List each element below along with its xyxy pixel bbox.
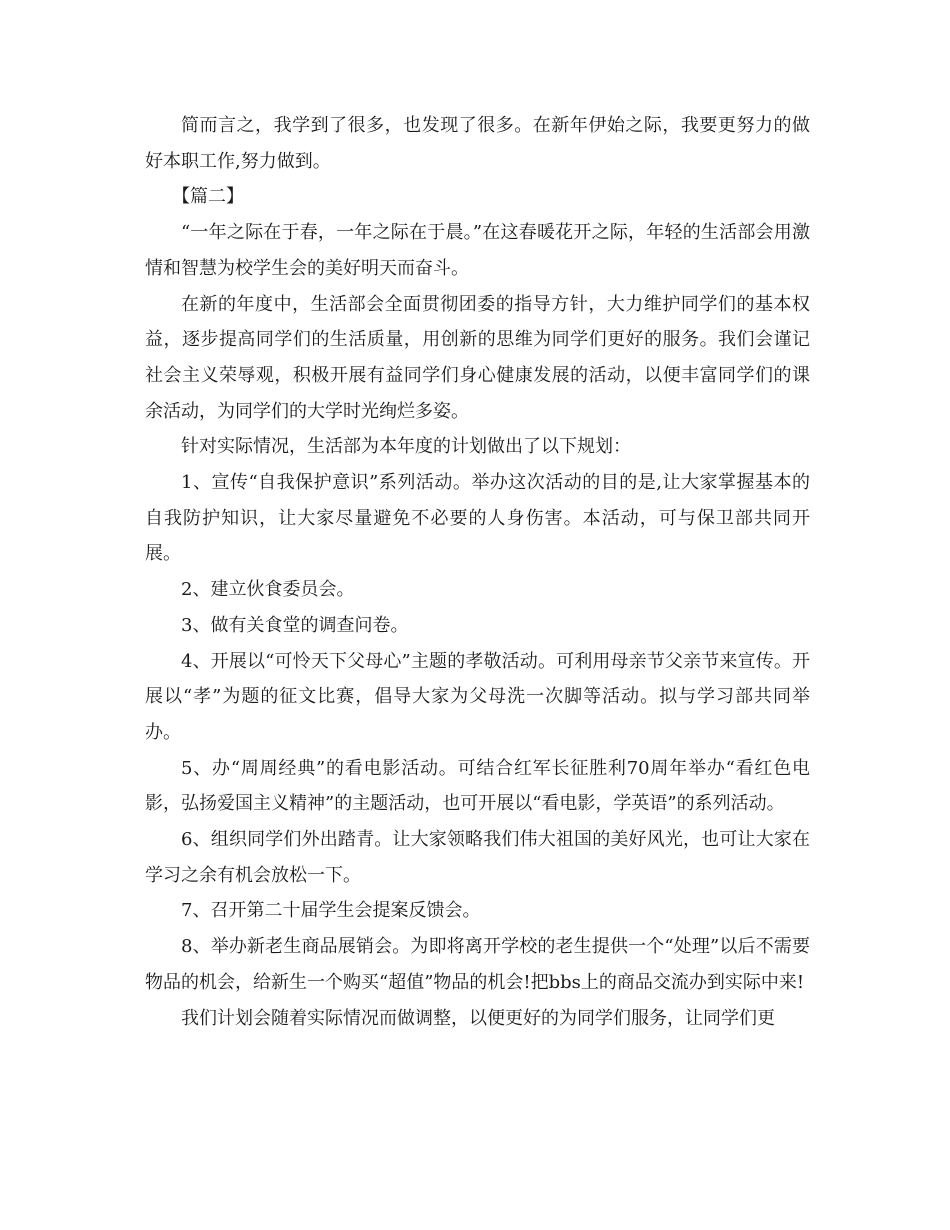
section-heading: 【篇二】	[172, 186, 244, 208]
plan-item-3: 3、做有关食堂的调查问卷。	[181, 614, 409, 636]
plan-item-6: 6、组织同学们外出踏青。让大家领略我们伟大祖国的美好风光，也可让大家在学习之余有机会放松一下。	[145, 829, 810, 886]
paragraph-closing: 我们计划会随着实际情况而做调整，以便更好的为同学们服务，让同学们更	[181, 1007, 775, 1029]
paragraph-intro-quote: “一年之际在于春，一年之际在于晨。”在这春暖花开之际，年轻的生活部会用激情和智慧为校学生会的美好明天而奋斗。	[145, 222, 810, 279]
paragraph-guidelines: 在新的年度中，生活部会全面贯彻团委的指导方针，大力维护同学们的基本权益，逐步提高同学们的生活质量，用创新的思维为同学们更好的服务。我们会谨记社会主义荣辱观，积极开展有益同学们身心健康发展的活动，以便丰富同学们的课余活动，为同学们的大学时光绚烂多姿。	[145, 293, 810, 422]
document-body	[145, 108, 810, 1036]
plan-item-8: 8、举办新老生商品展销会。为即将离开学校的老生提供一个“处理”以后不需要物品的机会，给新生一个购买“超值”物品的机会!把bbs上的商品交流办到实际中来!	[145, 936, 810, 993]
plan-item-5: 5、办“周周经典”的看电影活动。可结合红军长征胜利70周年举办“看红色电影，弘扬爱国主义精神”的主题活动，也可开展以“看电影，学英语”的系列活动。	[145, 757, 810, 815]
plan-item-2: 2、建立伙食委员会。	[181, 579, 355, 601]
plan-item-4: 4、开展以“可怜天下父母心”主题的孝敬活动。可利用母亲节父亲节来宣传。开展以“孝”为题的征文比赛，倡导大家为父母洗一次脚等活动。拟与学习部共同举办。	[145, 650, 810, 743]
paragraph-plan-intro: 针对实际情况，生活部为本年度的计划做出了以下规划：	[181, 436, 631, 458]
paragraph-summary: 简而言之，我学到了很多，也发现了很多。在新年伊始之际，我要更努力的做好本职工作,努力做到。	[145, 115, 810, 172]
plan-item-1: 1、宣传“自我保护意识”系列活动。举办这次活动的目的是,让大家掌握基本的自我防护知识，让大家尽量避免不必要的人身伤害。本活动，可与保卫部共同开展。	[145, 472, 810, 565]
plan-item-7: 7、召开第二十届学生会提案反馈会。	[181, 900, 481, 922]
